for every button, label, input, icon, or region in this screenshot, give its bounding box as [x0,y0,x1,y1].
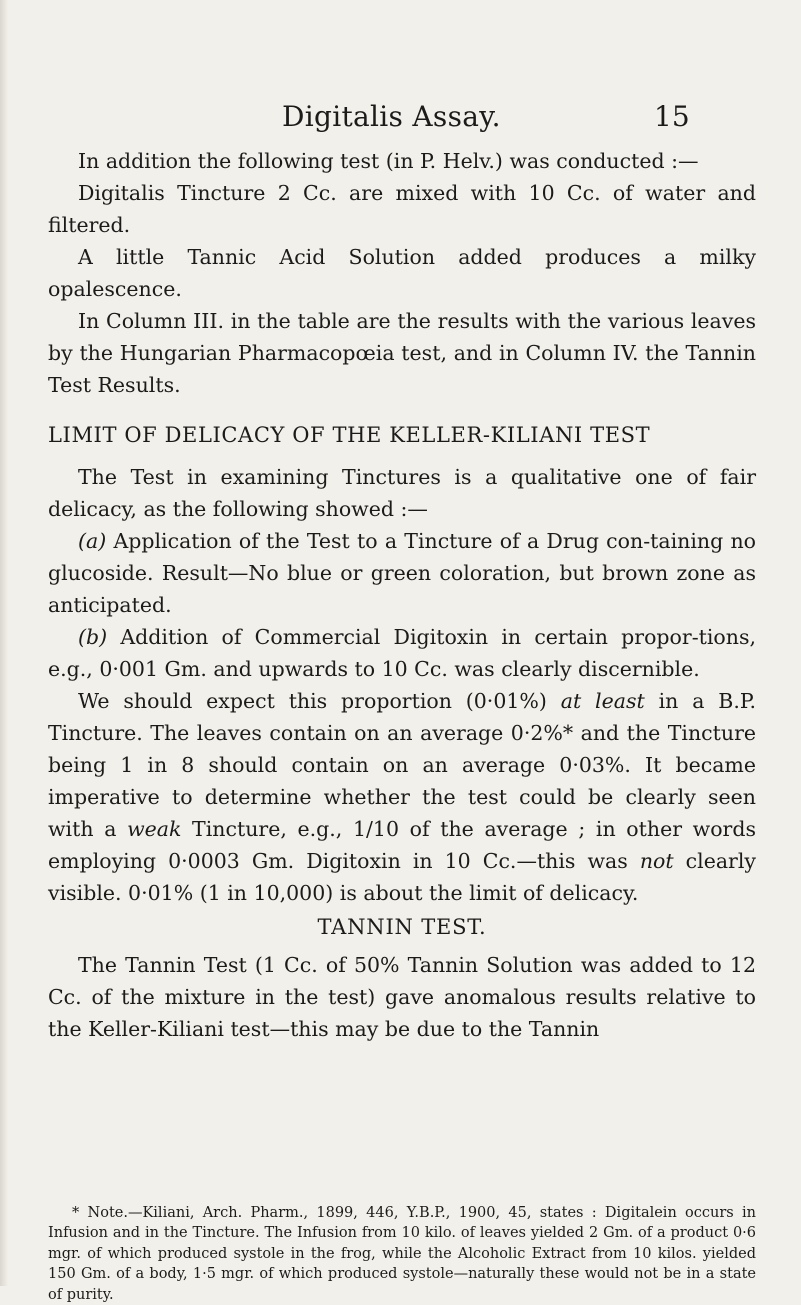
proportion-emphasis-not: not [640,849,674,873]
proportion-text-1: We should expect this proportion (0·01%) [78,689,561,713]
proportion-text-3: Tincture, e.g., 1/10 of the average ; in other words employing 0·0003 Gm. Digitoxin in 10 Cc.—this was [48,817,756,873]
running-title: Digitalis Assay. [282,100,501,133]
list-item-b-label: (b) [78,625,107,649]
list-item-a-text: Application of the Test to a Tincture of a Drug con-taining no glucoside. Result—No blue or green coloration, but brown zone as anticipated. [48,529,756,617]
list-item-a-label: (a) [78,529,106,553]
paragraph-tincture-mix: Digitalis Tincture 2 Cc. are mixed with 10 Cc. of water and filtered. [48,177,756,241]
list-item-b-text: Addition of Commercial Digitoxin in certain propor-tions, e.g., 0·001 Gm. and upwards to 10 Cc. was clearly discernible. [48,625,756,681]
proportion-emphasis-weak: weak [127,817,181,841]
paragraph-intro: In addition the following test (in P. Helv.) was conducted :— [48,145,756,177]
section-heading-limit-of-delicacy: LIMIT OF DELICACY OF THE KELLER-KILIANI TEST [48,419,756,451]
paragraph-proportion [48,685,756,909]
list-item-b [48,621,756,685]
proportion-text-2: in a B.P. Tincture. The leaves contain on an average 0·2%* and the Tincture being 1 in 8 should contain on an average 0·03%. It became imperative to determine whether the test could be clearly seen with a [48,689,756,841]
footnote: * Note.—Kiliani, Arch. Pharm., 1899, 446, Y.B.P., 1900, 45, states : Digitalein occurs in Infusion and in the Tincture. The Infusion from 10 kilo. of leaves yielded 2 Gm. of a product 0·6 mgr. of which produced systole in the frog, while the Alcoholic Extract from 10 kilos. yielded 150 Gm. of a body, 1·5 mgr. of which produced systole—naturally these would not be in a state of purity. [48,1203,756,1305]
paragraph-tannin-test: The Tannin Test (1 Cc. of 50% Tannin Solution was added to 12 Cc. of the mixture in the test) gave anomalous results relative to the Keller-Kiliani test—this may be due to the Tannin [48,949,756,1045]
section-heading-tannin-test: TANNIN TEST. [48,911,756,943]
running-head [0,100,801,140]
page-edge-shadow [0,0,8,1286]
page-number: 15 [654,100,690,133]
paragraph-tannic-acid: A little Tannic Acid Solution added produces a milky opalescence. [48,241,756,305]
paragraph-columns: In Column III. in the table are the results with the various leaves by the Hungarian Pharmacopœia test, and in Column IV. the Tannin Test Results. [48,305,756,401]
list-item-a [48,525,756,621]
paragraph-qualitative-test: The Test in examining Tinctures is a qualitative one of fair delicacy, as the following showed :— [48,461,756,525]
proportion-text-4: clearly visible. 0·01% (1 in 10,000) is about the limit of delicacy. [48,849,756,905]
proportion-emphasis-at-least: at least [561,689,645,713]
body-text [48,145,756,1045]
